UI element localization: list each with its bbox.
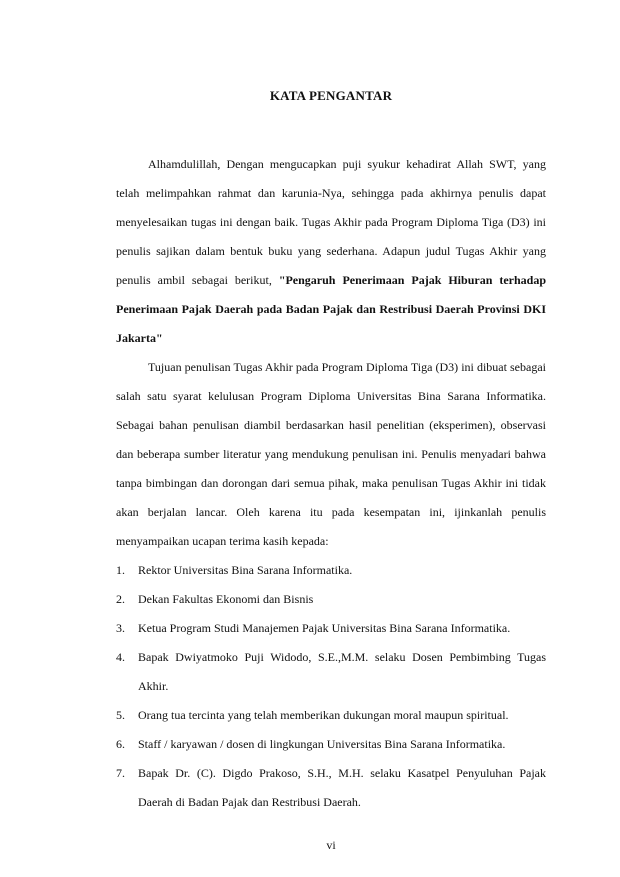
list-item-text: Bapak Dr. (C). Digdo Prakoso, S.H., M.H. selaku Kasatpel Penyuluhan Pajak Daerah di Badan Pajak dan Restribusi Daerah. (138, 766, 546, 809)
list-item-text: Rektor Universitas Bina Sarana Informatika. (138, 563, 353, 577)
list-item-text: Staff / karyawan / dosen di lingkungan Universitas Bina Sarana Informatika. (138, 737, 506, 751)
list-item-text: Orang tua tercinta yang telah memberikan dukungan moral maupun spiritual. (138, 708, 509, 722)
page-title: KATA PENGANTAR (269, 88, 393, 103)
list-item (116, 701, 546, 730)
body-text (116, 150, 546, 817)
list-item (116, 585, 546, 614)
list-item-number: 4. (116, 650, 125, 664)
paragraph-purpose: Tujuan penulisan Tugas Akhir pada Program Diploma Tiga (D3) ini dibuat sebagai salah satu syarat kelulusan Program Diploma Universitas Bina Sarana Informatika. Sebagai bahan penulisan diambil berdasarkan hasil penelitian (eksperimen), observasi dan beberapa sumber literatur yang mendukung penulisan ini. Penulis menyadari bahwa tanpa bimbingan dan dorongan dari semua pihak, maka penulisan Tugas Akhir ini tidak akan berjalan lancar. Oleh karena itu pada kesempatan ini, ijinkanlah penulis menyampaikan ucapan terima kasih kepada: (116, 360, 546, 548)
list-item-text: Bapak Dwiyatmoko Puji Widodo, S.E.,M.M. selaku Dosen Pembimbing Tugas Akhir. (138, 650, 546, 693)
list-item-text: Ketua Program Studi Manajemen Pajak Universitas Bina Sarana Informatika. (138, 621, 511, 635)
list-item-number: 1. (116, 563, 125, 577)
list-item (116, 556, 546, 585)
acknowledgement-list (116, 556, 546, 817)
list-item (116, 614, 546, 643)
list-item-number: 7. (116, 766, 125, 780)
list-item-text: Dekan Fakultas Ekonomi dan Bisnis (138, 592, 314, 606)
paragraph-intro (116, 150, 546, 353)
list-item-number: 6. (116, 737, 125, 751)
list-item-number: 5. (116, 708, 125, 722)
thesis-title: "Pengaruh Penerimaan Pajak Hiburan terhadap Penerimaan Pajak Daerah pada Badan Pajak dan Restribusi Daerah Provinsi DKI Jakarta" (116, 273, 546, 345)
paragraph-intro-text: Alhamdulillah, Dengan mengucapkan puji syukur kehadirat Allah SWT, yang telah melimpahkan rahmat dan karunia-Nya, sehingga pada akhirnya penulis dapat menyelesaikan tugas ini dengan baik. Tugas Akhir pada Program Diploma Tiga (D3) ini penulis sajikan dalam bentuk buku yang sederhana. Adapun judul Tugas Akhir yang penulis ambil sebagai berikut, (116, 157, 546, 287)
page-number: vi (326, 838, 336, 852)
list-item (116, 759, 546, 817)
list-item (116, 730, 546, 759)
list-item-number: 2. (116, 592, 125, 606)
list-item (116, 643, 546, 701)
list-item-number: 3. (116, 621, 125, 635)
